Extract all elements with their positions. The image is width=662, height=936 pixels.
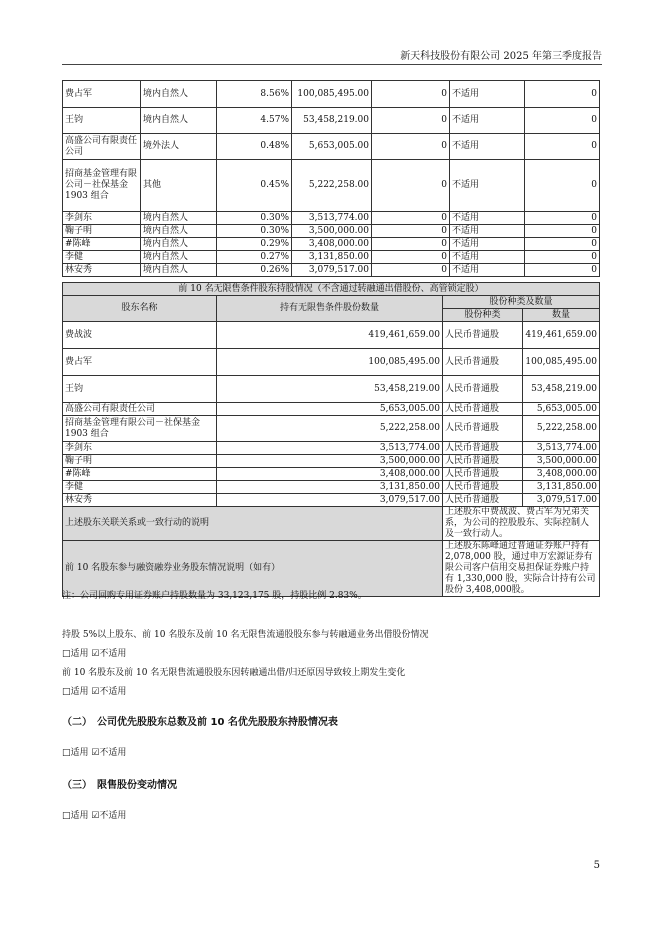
- cell-pct: 4.57%: [217, 108, 292, 134]
- cell-nature: 境内自然人: [141, 108, 217, 134]
- table-row: [63, 238, 600, 251]
- cell-name: 招商基金管理有限公司－社保基金 1903 组合: [63, 160, 141, 212]
- cell-restricted: 0: [372, 264, 450, 277]
- top10-shareholders-table: [62, 80, 600, 277]
- cell-qty: 5,653,005.00: [217, 403, 443, 416]
- col-header-qty: 持有无限售条件股份数量: [217, 296, 443, 322]
- cell-count: 3,513,774.00: [523, 442, 600, 455]
- cell-name: 鞠子明: [63, 455, 217, 468]
- col-header-name: 股东名称: [63, 296, 217, 322]
- cell-status: 不适用: [450, 108, 525, 134]
- cell-name: 费占军: [63, 349, 217, 376]
- lending-question: 持股 5%以上股东、前 10 名股东及前 10 名无限售流通股股东参与转融通业务出借股份情况: [62, 630, 429, 640]
- cell-name: 林安秀: [63, 494, 217, 507]
- cell-name: 李健: [63, 481, 217, 494]
- cell-shares: 3,131,850.00: [292, 251, 372, 264]
- cell-qty: 5,222,258.00: [217, 416, 443, 442]
- relation-text: 上述股东中费战波、费占军为兄弟关系，为公司的控股股东、实际控制人及一致行动人。: [443, 507, 600, 541]
- cell-qty: 3,408,000.00: [217, 468, 443, 481]
- cell-name: 林安秀: [63, 264, 141, 277]
- cell-restricted: 0: [372, 81, 450, 108]
- table-row: [63, 403, 600, 416]
- cell-qty: 3,500,000.00: [217, 455, 443, 468]
- cell-status: 不适用: [450, 212, 525, 225]
- cell-name: 费战波: [63, 322, 217, 349]
- header-divider: [62, 64, 602, 65]
- cell-status: 不适用: [450, 134, 525, 160]
- cell-pct: 0.45%: [217, 160, 292, 212]
- cell-status: 不适用: [450, 225, 525, 238]
- cell-nature: 境内自然人: [141, 264, 217, 277]
- cell-status: 不适用: [450, 160, 525, 212]
- section3-answer: □适用 ☑不适用: [62, 811, 127, 821]
- change-answer: □适用 ☑不适用: [62, 687, 127, 697]
- cell-type: 人民币普通股: [443, 442, 523, 455]
- cell-shares: 3,500,000.00: [292, 225, 372, 238]
- table-row: [63, 134, 600, 160]
- cell-pct: 0.27%: [217, 251, 292, 264]
- cell-count: 53,458,219.00: [523, 376, 600, 403]
- cell-count: 0: [525, 134, 600, 160]
- cell-restricted: 0: [372, 251, 450, 264]
- cell-name: #陈峰: [63, 468, 217, 481]
- cell-pct: 0.30%: [217, 212, 292, 225]
- cell-nature: 境内自然人: [141, 225, 217, 238]
- cell-restricted: 0: [372, 108, 450, 134]
- cell-name: 高盛公司有限责任公司: [63, 403, 217, 416]
- cell-restricted: 0: [372, 134, 450, 160]
- cell-count: 3,131,850.00: [523, 481, 600, 494]
- unrestricted-shareholders-table: [62, 282, 600, 597]
- cell-name: 李剑东: [63, 442, 217, 455]
- cell-qty: 53,458,219.00: [217, 376, 443, 403]
- cell-count: 0: [525, 238, 600, 251]
- table-row: [63, 494, 600, 507]
- table-row: [63, 376, 600, 403]
- cell-nature: 境内自然人: [141, 251, 217, 264]
- cell-count: 100,085,495.00: [523, 349, 600, 376]
- margin-text: 上述股东陈峰通过普通证券账户持有 2,078,000 股，通过申万宏源证券有限公司客户信用交易担保证券账户持有 1,330,000 股，实际合计持有公司股份 3,408,000股。: [443, 541, 600, 597]
- cell-shares: 53,458,219.00: [292, 108, 372, 134]
- cell-type: 人民币普通股: [443, 455, 523, 468]
- table-row: [63, 108, 600, 134]
- cell-shares: 100,085,495.00: [292, 81, 372, 108]
- cell-type: 人民币普通股: [443, 349, 523, 376]
- table-row: [63, 442, 600, 455]
- cell-name: 李剑东: [63, 212, 141, 225]
- cell-restricted: 0: [372, 238, 450, 251]
- cell-type: 人民币普通股: [443, 494, 523, 507]
- cell-status: 不适用: [450, 251, 525, 264]
- cell-nature: 境内自然人: [141, 238, 217, 251]
- cell-shares: 5,653,005.00: [292, 134, 372, 160]
- cell-qty: 419,461,659.00: [217, 322, 443, 349]
- cell-shares: 3,513,774.00: [292, 212, 372, 225]
- cell-count: 5,222,258.00: [523, 416, 600, 442]
- buyback-note: 注：公司回购专用证券账户持股数量为 33,123,175 股，持股比例 2.83%。: [62, 591, 367, 601]
- table-row: [63, 160, 600, 212]
- table-row: [63, 416, 600, 442]
- table-row: [63, 322, 600, 349]
- cell-name: #陈峰: [63, 238, 141, 251]
- cell-name: 李健: [63, 251, 141, 264]
- cell-count: 0: [525, 212, 600, 225]
- col-header-type-group: 股份种类及数量: [443, 296, 600, 309]
- section2-answer: □适用 ☑不适用: [62, 748, 127, 758]
- cell-count: 0: [525, 108, 600, 134]
- report-header-title: 新天科技股份有限公司 2025 年第三季度报告: [400, 51, 602, 62]
- unrestricted-table-title: 前 10 名无限售条件股东持股情况（不含通过转融通出借股份、高管锁定股）: [63, 283, 600, 296]
- cell-type: 人民币普通股: [443, 376, 523, 403]
- cell-name: 王钧: [63, 108, 141, 134]
- cell-count: 0: [525, 81, 600, 108]
- cell-count: 5,653,005.00: [523, 403, 600, 416]
- table-row: [63, 481, 600, 494]
- cell-shares: 3,408,000.00: [292, 238, 372, 251]
- cell-count: 0: [525, 160, 600, 212]
- cell-nature: 其他: [141, 160, 217, 212]
- cell-qty: 3,079,517.00: [217, 494, 443, 507]
- cell-restricted: 0: [372, 160, 450, 212]
- cell-pct: 0.48%: [217, 134, 292, 160]
- page-number: 5: [593, 860, 600, 871]
- cell-name: 费占军: [63, 81, 141, 108]
- cell-type: 人民币普通股: [443, 416, 523, 442]
- relation-label: 上述股东关联关系或一致行动的说明: [63, 507, 443, 541]
- cell-count: 3,408,000.00: [523, 468, 600, 481]
- cell-nature: 境内自然人: [141, 212, 217, 225]
- cell-type: 人民币普通股: [443, 481, 523, 494]
- table-row: [63, 212, 600, 225]
- cell-restricted: 0: [372, 225, 450, 238]
- margin-label: 前 10 名股东参与融资融券业务股东情况说明（如有）: [63, 541, 443, 597]
- table-row: [63, 81, 600, 108]
- cell-name: 鞠子明: [63, 225, 141, 238]
- cell-pct: 8.56%: [217, 81, 292, 108]
- col-header-type: 股份种类: [443, 309, 523, 322]
- change-question: 前 10 名股东及前 10 名无限售流通股股东因转融通出借/归还原因导致较上期发生变化: [62, 668, 406, 678]
- cell-status: 不适用: [450, 81, 525, 108]
- table-row: [63, 264, 600, 277]
- cell-name: 招商基金管理有限公司－社保基金 1903 组合: [63, 416, 217, 442]
- relation-row: [63, 507, 600, 541]
- cell-qty: 3,513,774.00: [217, 442, 443, 455]
- cell-shares: 5,222,258.00: [292, 160, 372, 212]
- cell-type: 人民币普通股: [443, 322, 523, 349]
- cell-nature: 境内自然人: [141, 81, 217, 108]
- cell-pct: 0.26%: [217, 264, 292, 277]
- table-row: [63, 225, 600, 238]
- cell-status: 不适用: [450, 264, 525, 277]
- cell-type: 人民币普通股: [443, 468, 523, 481]
- lending-answer: □适用 ☑不适用: [62, 649, 127, 659]
- cell-pct: 0.30%: [217, 225, 292, 238]
- cell-status: 不适用: [450, 238, 525, 251]
- table-row: [63, 251, 600, 264]
- section3-title: （三） 限售股份变动情况: [62, 780, 177, 791]
- cell-type: 人民币普通股: [443, 403, 523, 416]
- cell-count: 0: [525, 225, 600, 238]
- table-row: [63, 455, 600, 468]
- cell-count: 3,079,517.00: [523, 494, 600, 507]
- cell-count: 0: [525, 264, 600, 277]
- col-header-count: 数量: [523, 309, 600, 322]
- table-row: [63, 349, 600, 376]
- section2-title: （二） 公司优先股股东总数及前 10 名优先股股东持股情况表: [62, 717, 338, 728]
- cell-qty: 3,131,850.00: [217, 481, 443, 494]
- cell-qty: 100,085,495.00: [217, 349, 443, 376]
- cell-shares: 3,079,517.00: [292, 264, 372, 277]
- table-row: [63, 468, 600, 481]
- cell-name: 高盛公司有限责任公司: [63, 134, 141, 160]
- cell-count: 419,461,659.00: [523, 322, 600, 349]
- cell-count: 3,500,000.00: [523, 455, 600, 468]
- cell-count: 0: [525, 251, 600, 264]
- cell-restricted: 0: [372, 212, 450, 225]
- cell-pct: 0.29%: [217, 238, 292, 251]
- cell-nature: 境外法人: [141, 134, 217, 160]
- cell-name: 王钧: [63, 376, 217, 403]
